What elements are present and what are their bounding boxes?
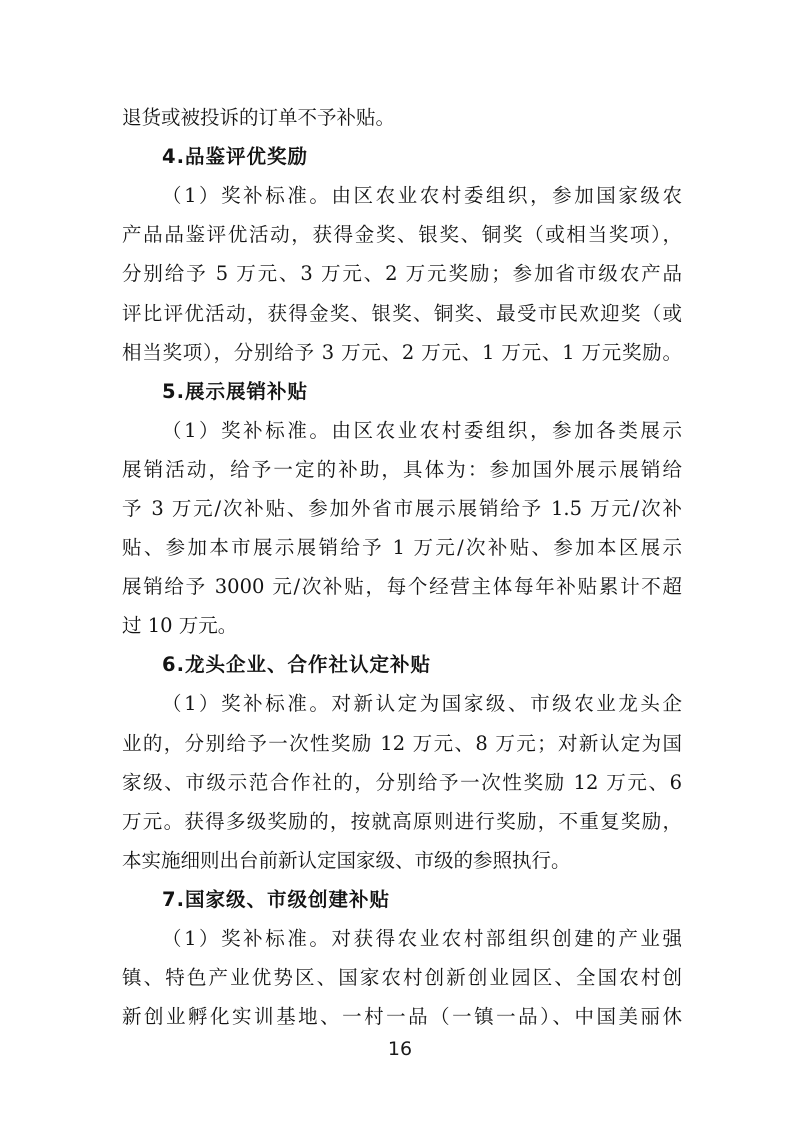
paragraph-line: 新创业孵化实训基地、一村一品（一镇一品）、中国美丽休 [122,1005,682,1029]
paragraph-line: 镇、特色产业优势区、国家农村创新创业园区、全国农村创 [122,966,682,989]
paragraph-line: 展销给予 3000 元/次补贴，每个经营主体每年补贴累计不超 [122,575,682,599]
paragraph-line: 评比评优活动，获得金奖、银奖、铜奖、最受市民欢迎奖（或 [122,301,682,325]
paragraph-line: 相当奖项），分别给予 3 万元、2 万元、1 万元、1 万元奖励。 [122,340,682,364]
paragraph-line: 业的，分别给予一次性奖励 12 万元、8 万元；对新认定为国 [122,731,682,755]
paragraph-line: 过 10 万元。 [122,614,238,638]
paragraph-line: 万元。获得多级奖励的，按就高原则进行奖励，不重复奖励， [122,809,682,833]
paragraph-line: 贴、参加本市展示展销给予 1 万元/次补贴、参加本区展示 [122,536,682,559]
paragraph-line: 展销活动，给予一定的补助，具体为：参加国外展示展销给 [122,457,682,481]
section-heading-7: 7.国家级、市级创建补贴 [162,887,390,911]
section-heading-6: 6.龙头企业、合作社认定补贴 [162,653,431,677]
page-number: 16 [387,1038,413,1060]
section-heading-4: 4.品鉴评优奖励 [162,145,308,169]
paragraph-line: 退货或被投诉的订单不予补贴。 [122,106,396,129]
paragraph-line: 家级、市级示范合作社的，分别给予一次性奖励 12 万元、6 [122,770,682,794]
section-heading-5: 5.展示展销补贴 [162,379,308,403]
paragraph-line: 分别给予 5 万元、3 万元、2 万元奖励；参加省市级农产品 [122,262,682,286]
paragraph-line: （1）奖补标准。由区农业农村委组织，参加各类展示 [162,418,682,442]
paragraph-line: 产品品鉴评优活动，获得金奖、银奖、铜奖（或相当奖项）， [122,223,682,247]
paragraph-line: （1）奖补标准。对新认定为国家级、市级农业龙头企 [162,692,682,716]
paragraph-line: 本实施细则出台前新认定国家级、市级的参照执行。 [122,848,571,872]
paragraph-line: （1）奖补标准。由区农业农村委组织，参加国家级农 [162,184,682,208]
paragraph-line: 予 3 万元/次补贴、参加外省市展示展销给予 1.5 万元/次补 [122,496,682,520]
paragraph-line: （1）奖补标准。对获得农业农村部组织创建的产业强 [162,926,682,950]
